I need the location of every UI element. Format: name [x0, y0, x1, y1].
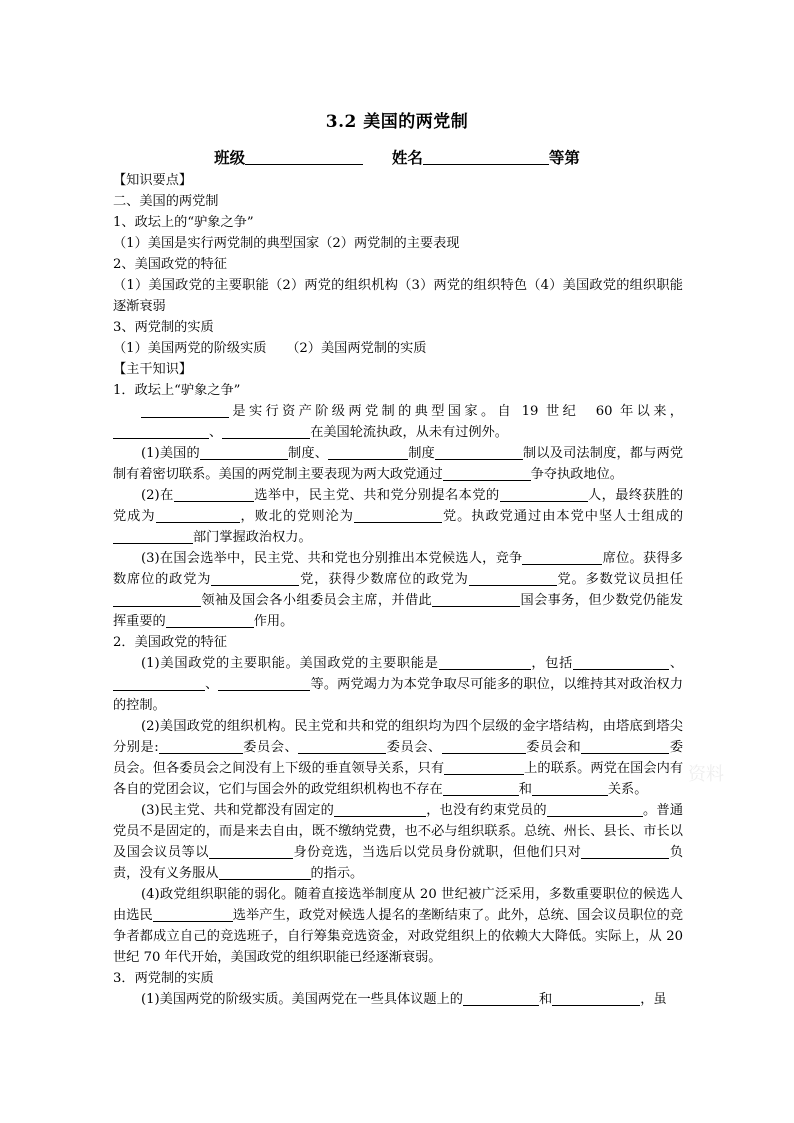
main-heading: 【主干知识】 [113, 362, 193, 377]
section-title: 1．政坛上“驴象之争” [113, 383, 241, 398]
blank[interactable] [432, 593, 520, 607]
blank[interactable] [113, 677, 205, 691]
blank[interactable] [222, 425, 310, 439]
blank[interactable] [573, 656, 669, 670]
name-field[interactable] [423, 150, 549, 165]
outline-line: 3、两党制的实质 [113, 320, 214, 335]
blank[interactable] [443, 782, 519, 796]
section-title: 2．美国政党的特征 [113, 635, 227, 650]
blank[interactable] [463, 992, 539, 1006]
paragraph: (2)在 选举中，民主党、共和党分别提名本党的 人，最终获胜的党成为 ，败北的党则沦为 党。执政党通过由本党中坚人士组成的部门掌握政治权力。 [113, 488, 684, 545]
page-title: 3.2 美国的两党制 [325, 112, 469, 132]
blank[interactable] [209, 845, 293, 859]
outline-line: 2、美国政党的特征 [113, 257, 227, 272]
blank[interactable] [174, 488, 254, 502]
worksheet-body [113, 170, 683, 1010]
blank[interactable] [334, 803, 426, 817]
section-title: 3．两党制的实质 [113, 971, 214, 986]
outline-line: （1）美国政党的主要职能（2）两党的组织机构（3）两党的组织特色（4）美国政党的组织职能逐渐衰弱 [113, 278, 683, 314]
paragraph: 是实行资产阶级两党制的典型国家。自 19 世纪 60 年以来，、 在美国轮流执政，从未有过例外。 [113, 401, 683, 443]
paragraph: (1)美国两党的阶级实质。美国两党在一些具体议题上的 和 ，虽 [141, 992, 667, 1007]
blank[interactable] [444, 761, 524, 775]
class-field[interactable] [245, 150, 363, 165]
blank[interactable] [442, 740, 526, 754]
blank[interactable] [159, 740, 243, 754]
grade-label: 等第 [548, 148, 580, 167]
blank[interactable] [547, 803, 643, 817]
student-info-row [0, 146, 794, 168]
paragraph: (1)美国政党的主要职能。美国政党的主要职能是 ，包括 、、 等。两党竭力为本党争取尽可能多的职位，以维持其对政治权力的控制。 [113, 656, 684, 713]
blank[interactable] [532, 782, 608, 796]
blank[interactable] [166, 614, 254, 628]
blank[interactable] [469, 572, 557, 586]
blank[interactable] [153, 908, 233, 922]
outline-line: （1）美国两党的阶级实质 （2）美国两党制的实质 [113, 341, 427, 356]
paragraph: (1)美国的 制度、 制度 制以及司法制度，都与两党制有着密切联系。美国的两党制主要表现为两大政党通过 争夺执政地位。 [113, 446, 684, 482]
blank[interactable] [552, 992, 640, 1006]
blank[interactable] [113, 530, 193, 544]
name-label: 姓名 [391, 148, 423, 167]
blank[interactable] [500, 488, 588, 502]
blank[interactable] [211, 572, 299, 586]
class-label: 班级 [214, 148, 246, 167]
blank[interactable] [354, 509, 442, 523]
blank[interactable] [581, 845, 669, 859]
blank[interactable] [200, 446, 288, 460]
blank[interactable] [439, 656, 531, 670]
blank[interactable] [141, 404, 229, 418]
blank[interactable] [218, 677, 310, 691]
paragraph: (2)美国政党的组织机构。民主党和共和党的组织均为四个层级的金字塔结构，由塔底到塔尖分别是: 委员会、 委员会、 委员会和 委员会。但各委员会之间没有上下级的垂直领导关系，只有 上的联系。两党在国会内有各自的党团会议，它们与国会外的政党组织机构也不存在 和 关系。 [113, 719, 684, 797]
blank[interactable] [219, 866, 311, 880]
blank[interactable] [581, 740, 669, 754]
blank[interactable] [435, 446, 523, 460]
blank[interactable] [113, 425, 209, 439]
blank[interactable] [443, 467, 531, 481]
outline-line: 二、美国的两党制 [113, 194, 219, 209]
blank[interactable] [113, 593, 201, 607]
watermark-text: 资料 [688, 764, 724, 785]
blank[interactable] [298, 740, 386, 754]
blank[interactable] [156, 509, 240, 523]
paragraph: (3)在国会选举中，民主党、共和党也分别推出本党候选人，竞争 席位。获得多数席位的政党为 党，获得少数席位的政党为 党。多数党议员担任领袖及国会各小组委员会主席，并借此 国会事务，但少数党仍能发挥重要的 作用。 [113, 551, 684, 629]
blank[interactable] [522, 551, 602, 565]
outline-heading: 【知识要点】 [113, 173, 193, 188]
outline-line: （1）美国是实行两党制的典型国家（2）两党制的主要表现 [113, 236, 460, 251]
paragraph: (4)政党组织职能的弱化。随着直接选举制度从 20 世纪被广泛采用，多数重要职位的候选人由选民 选举产生，政党对候选人提名的垄断结束了。此外，总统、国会议员职位的竞争者都成立自己的竞选班子，自行筹集竞选资金，对政党组织上的依赖大大降低。实际上，从 20 世纪 70 年代开始，美国政党的组织职能已经逐渐衰弱。 [113, 887, 684, 965]
paragraph: (3)民主党、共和党都没有固定的 ，也没有约束党员的 。普通党员不是固定的，而是来去自由，既不缴纳党费，也不必与组织联系。总统、州长、县长、市长以及国会议员等以 身份竞选，当选后以党员身份就职，但他们只对 负责，没有义务服从 的指示。 [113, 803, 684, 881]
blank[interactable] [328, 446, 408, 460]
outline-line: 1、政坛上的“驴象之争” [113, 215, 254, 230]
